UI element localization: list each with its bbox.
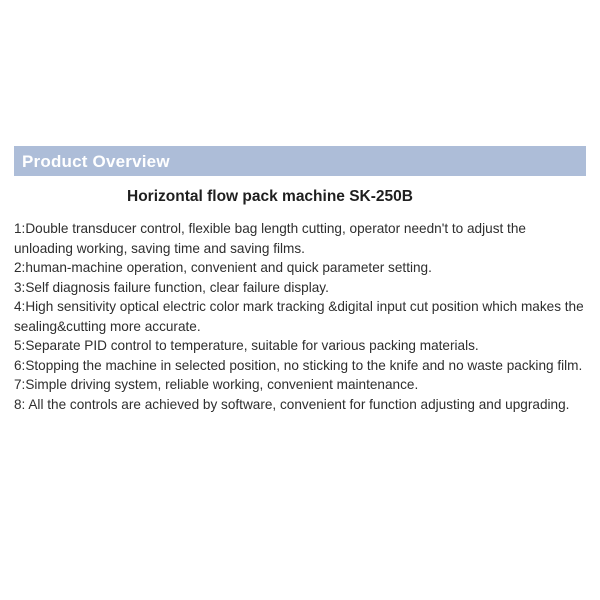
- list-item: 1:Double transducer control, flexible bag length cutting, operator needn't to adjust the unloading working, saving time and saving films.: [14, 221, 526, 256]
- section-header-label: Product Overview: [22, 151, 170, 171]
- section-header-bar: [14, 146, 586, 176]
- feature-list: [14, 219, 586, 414]
- product-overview-section: [14, 146, 586, 414]
- list-item: 4:High sensitivity optical electric color mark tracking &digital input cut position which makes the sealing&cutting more accurate.: [14, 299, 584, 334]
- list-item: 3:Self diagnosis failure function, clear failure display.: [14, 279, 329, 295]
- list-item: 7:Simple driving system, reliable working, convenient maintenance.: [14, 377, 419, 392]
- product-title: Horizontal flow pack machine SK-250B: [127, 188, 413, 205]
- list-item: 5:Separate PID control to temperature, suitable for various packing materials.: [14, 338, 479, 353]
- list-item: 6:Stopping the machine in selected position, no sticking to the knife and no waste packing film.: [14, 357, 583, 373]
- list-item: 2:human-machine operation, convenient and quick parameter setting.: [14, 260, 432, 275]
- list-item: 8: All the controls are achieved by software, convenient for function adjusting and upgrading.: [14, 396, 570, 412]
